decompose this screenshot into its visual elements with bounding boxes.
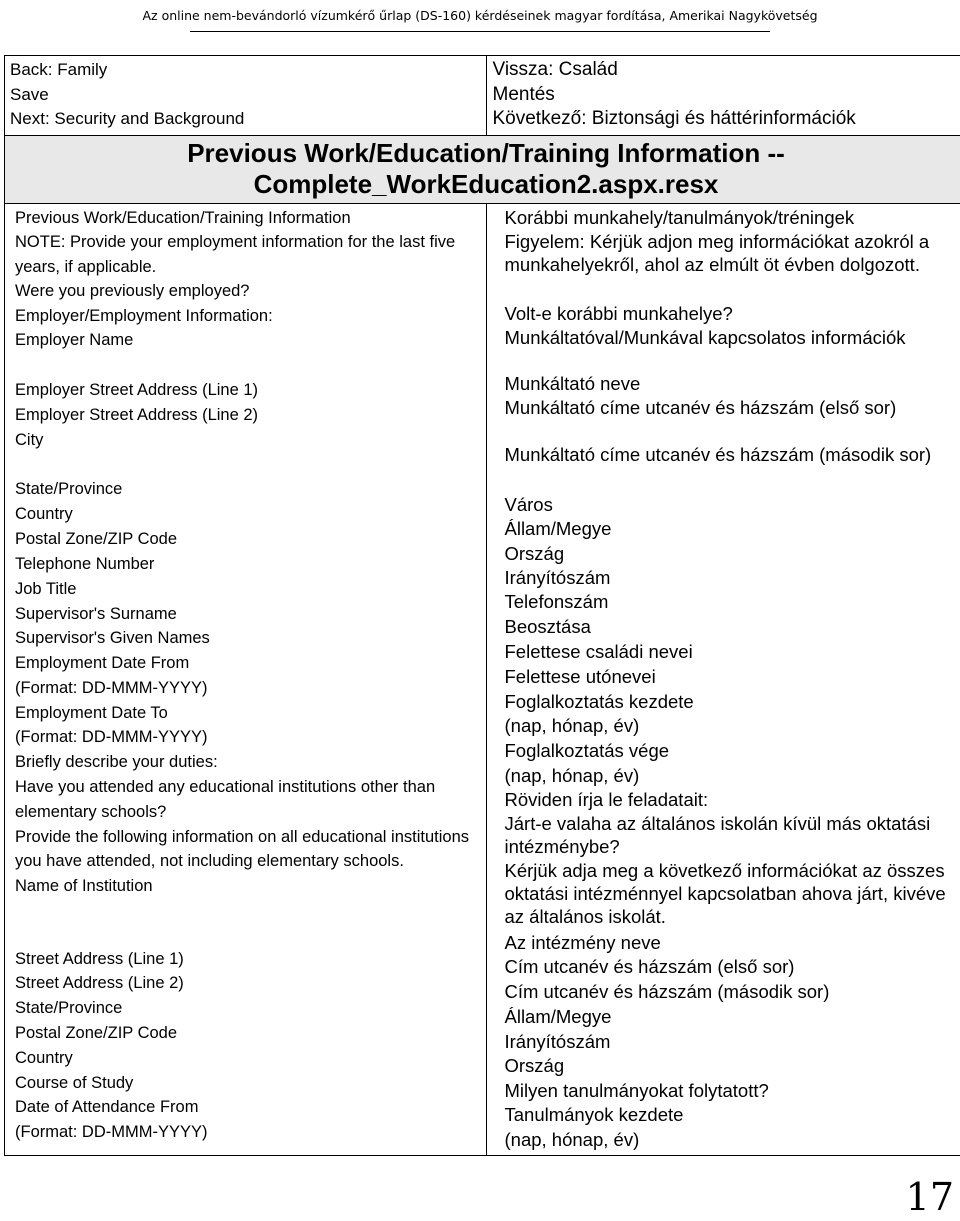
hungarian-translation: Állam/Megye: [504, 1005, 612, 1027]
back-family-label: Back: Family: [10, 60, 108, 79]
english-term: Employer/Employment Information:: [15, 306, 273, 325]
hungarian-translation: Munkáltató címe utcanév és házszám (első sor): [504, 396, 897, 418]
hungarian-translation: Felettese családi nevei: [504, 640, 693, 662]
section-title: [5, 135, 960, 203]
english-term: Street Address (Line 2): [15, 974, 184, 993]
hungarian-translation: Felettese utónevei: [504, 665, 656, 687]
english-term: Briefly describe your duties:: [15, 753, 218, 772]
hungarian-translation: Foglalkoztatás kezdete: [504, 690, 694, 712]
english-term: Employment Date From: [15, 654, 190, 673]
english-term: Have you attended any educational institutions other than elementary schools?: [15, 778, 436, 822]
english-column: [5, 203, 487, 1155]
nav-hungarian-cell: [486, 56, 960, 136]
english-term: State/Province: [15, 999, 123, 1017]
english-term: State/Province: [15, 480, 123, 499]
english-term: (Format: DD-MMM-YYYY): [15, 728, 208, 747]
hungarian-translation: Kérjük adja meg a következő információkat az összes oktatási intézménnyel kapcsolatban ahova járt, kivéve az általános iskolát.: [504, 859, 946, 928]
english-term: Course of Study: [15, 1073, 134, 1092]
hungarian-translation: Állam/Megye: [504, 517, 612, 539]
english-term: Country: [15, 1049, 73, 1067]
hungarian-translation: Milyen tanulmányokat folytatott?: [504, 1079, 769, 1101]
section-title-row: [5, 135, 960, 203]
translation-table: [4, 55, 960, 1156]
header-underline: [190, 31, 770, 32]
hungarian-translation: Járt-e valaha az általános iskolán kívül más oktatási intézménybe?: [504, 812, 931, 857]
english-term: (Format: DD-MMM-YYYY): [15, 678, 208, 697]
save-label: Save: [10, 84, 49, 104]
hungarian-translation: Város: [504, 493, 553, 515]
english-term: Employer Street Address (Line 2): [15, 406, 259, 425]
hungarian-translation: Munkáltatóval/Munkával kapcsolatos információk: [504, 326, 906, 348]
english-term: Employer Name: [15, 331, 134, 350]
english-term: Telephone Number: [15, 555, 155, 574]
hungarian-translation: Röviden írja le feladatait:: [504, 788, 709, 810]
english-term: Employment Date To: [15, 703, 168, 722]
section-title-line1: Previous Work/Education/Training Information --: [187, 137, 785, 168]
english-term: Previous Work/Education/Training Information: [15, 208, 351, 227]
hungarian-translation: Munkáltató címe utcanév és házszám (második sor): [504, 443, 932, 465]
next-security-label: Next: Security and Background: [10, 109, 245, 128]
hungarian-translation: Korábbi munkahely/tanulmányok/tréningek: [504, 206, 855, 228]
next-security-translation: Következő: Biztonsági és háttérinformációk: [492, 108, 856, 129]
english-term: Job Title: [15, 579, 77, 598]
hungarian-translation: (nap, hónap, év): [504, 764, 640, 786]
english-term: Postal Zone/ZIP Code: [15, 530, 178, 549]
english-term: Supervisor's Surname: [15, 604, 177, 623]
english-term: Were you previously employed?: [15, 282, 250, 301]
save-translation: Mentés: [492, 83, 555, 105]
hungarian-translation: Tanulmányok kezdete: [504, 1103, 684, 1125]
hungarian-translation: Telefonszám: [504, 590, 609, 612]
english-list: [10, 206, 481, 1145]
document-header: Az online nem-bevándorló vízumkérő űrlap (DS-160) kérdéseinek magyar fordítása, Amerikai Nagykövetség: [142, 8, 818, 23]
hungarian-translation: Ország: [504, 542, 565, 564]
hungarian-translation: Irányítószám: [504, 1030, 611, 1052]
english-term: Provide the following information on all educational institutions you have attended, not including elementary schools.: [15, 827, 470, 871]
english-term: Postal Zone/ZIP Code: [15, 1024, 178, 1042]
hungarian-translation: Munkáltató neve: [504, 372, 641, 394]
nav-row: [5, 56, 960, 136]
hungarian-translation: Foglalkoztatás vége: [504, 739, 670, 761]
back-family-translation: Vissza: Család: [492, 59, 618, 80]
hungarian-translation: Cím utcanév és házszám (első sor): [504, 955, 795, 977]
hungarian-translation: Beosztása: [504, 615, 591, 637]
hungarian-translation: Figyelem: Kérjük adjon meg információkat azokról a munkahelyekről, ahol az elmúlt öt évben dolgozott.: [504, 230, 930, 275]
hungarian-translation: (nap, hónap, év): [504, 1128, 640, 1150]
page-number: 17: [905, 1175, 954, 1219]
section-title-line2: Complete_WorkEducation2.aspx.resx: [253, 168, 719, 199]
english-term: Street Address (Line 1): [15, 949, 184, 968]
hungarian-list: [492, 206, 960, 1152]
hungarian-translation: Irányítószám: [504, 566, 611, 588]
english-term: Date of Attendance From: [15, 1098, 199, 1117]
english-term: NOTE: Provide your employment information for the last five years, if applicable.: [15, 233, 456, 276]
content-row: [5, 203, 960, 1155]
english-term: Name of Institution: [15, 876, 153, 895]
nav-english-cell: [5, 56, 487, 136]
english-term: Employer Street Address (Line 1): [15, 381, 259, 400]
hungarian-translation: Cím utcanév és házszám (második sor): [504, 980, 830, 1002]
english-term: Supervisor's Given Names: [15, 629, 210, 648]
hungarian-translation: Volt-e korábbi munkahelye?: [504, 302, 733, 324]
english-term: Country: [15, 505, 73, 524]
english-term: (Format: DD-MMM-YYYY): [15, 1123, 208, 1142]
hungarian-translation: Az intézmény neve: [504, 931, 661, 953]
hungarian-translation: Ország: [504, 1054, 565, 1076]
english-term: City: [15, 431, 44, 450]
hungarian-translation: (nap, hónap, év): [504, 714, 640, 736]
hungarian-column: [486, 203, 960, 1155]
